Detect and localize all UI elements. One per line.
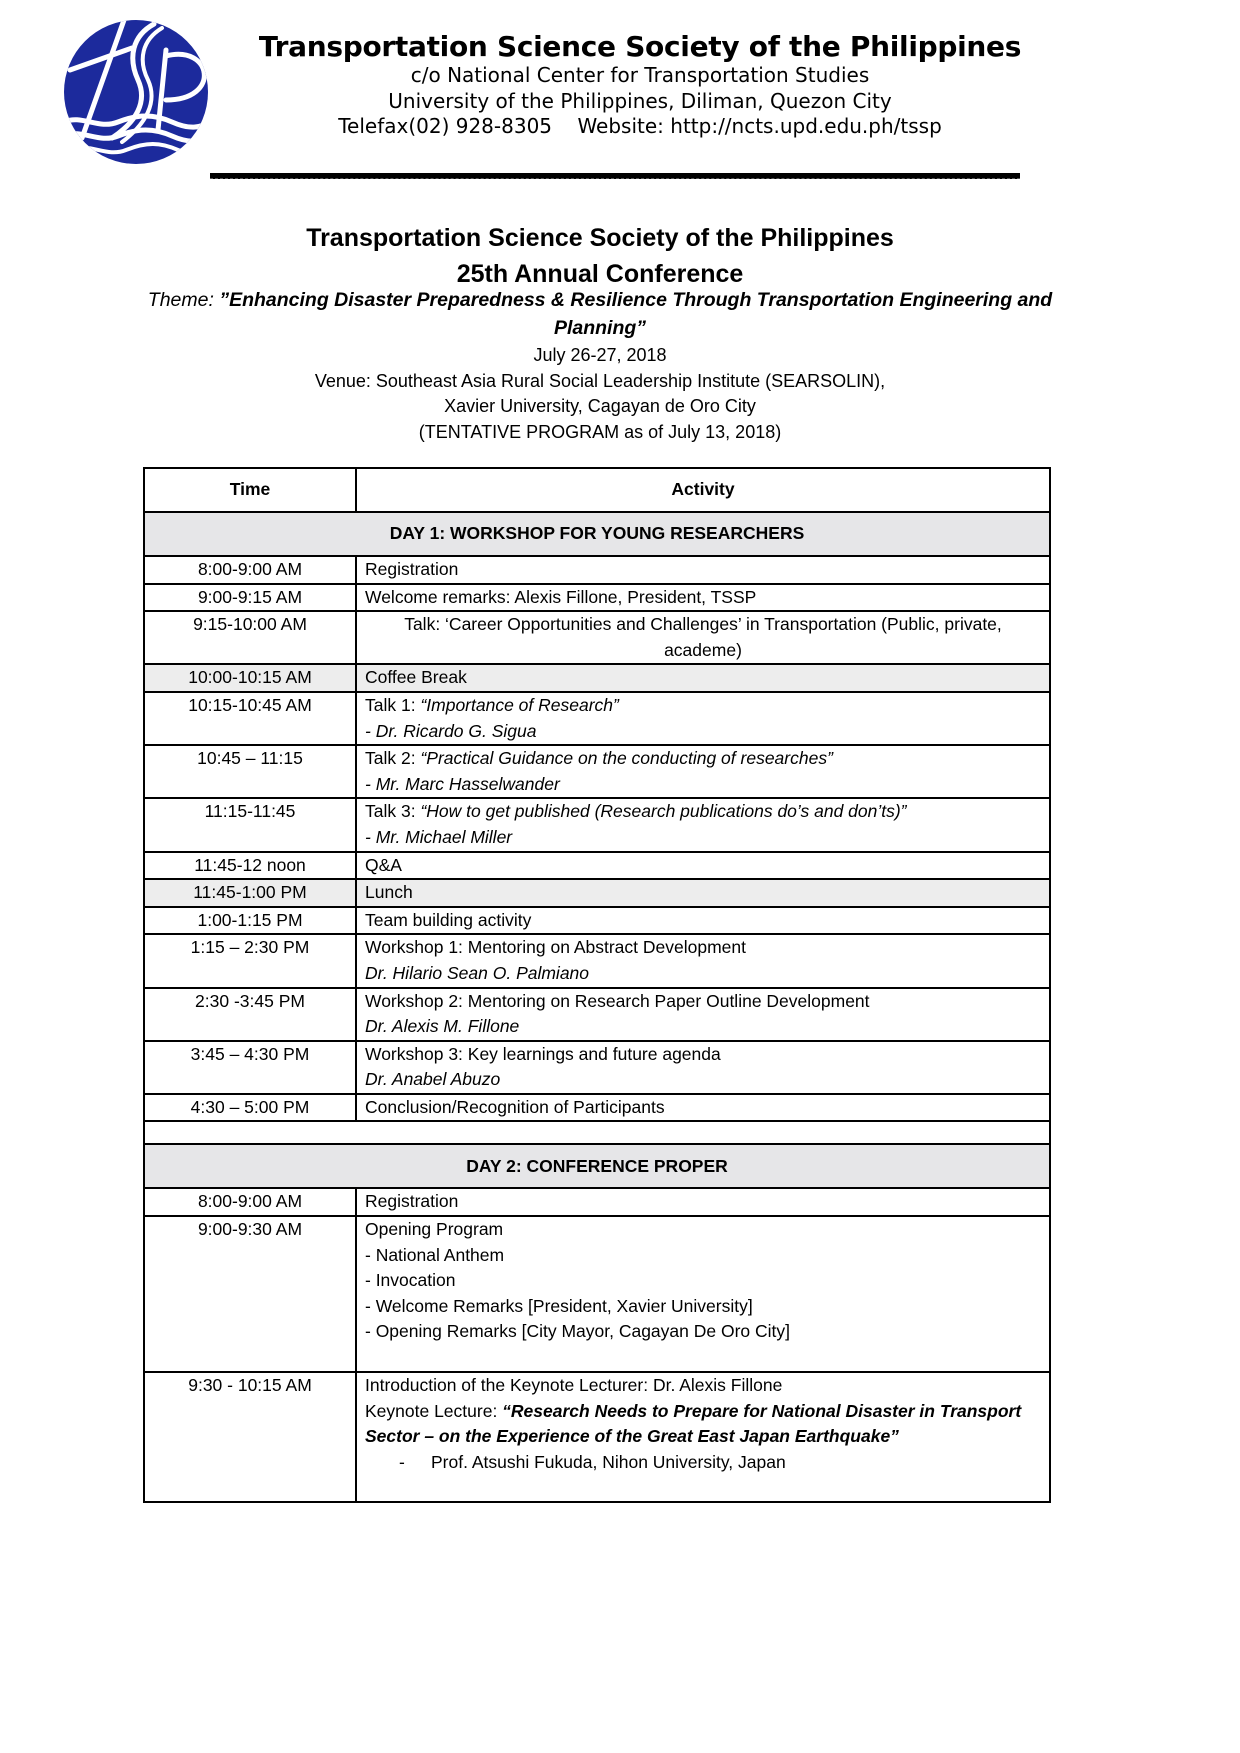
talk-title: “How to get published (Research publications do’s and don’ts)” [420,801,907,822]
talk-prefix: Talk 3: [365,801,421,822]
speaker: Dr. Hilario Sean O. Palmiano [365,962,590,983]
row-activity [356,745,1050,798]
row-time: 3:45 – 4:30 PM [144,1041,356,1094]
table-row [144,1188,1050,1216]
workshop-title: Workshop 3: Key learnings and future agenda [365,1043,721,1064]
program-table [143,467,1051,1503]
row-activity [356,1372,1050,1502]
row-activity: Welcome remarks: Alexis Fillone, President, TSSP [356,584,1050,612]
row-activity: Talk: ‘Career Opportunities and Challenges’ in Transportation (Public, private, academe) [356,611,1050,664]
speaker-dash: - [399,1451,405,1472]
row-time: 8:00-9:00 AM [144,556,356,584]
program-item: - Welcome Remarks [President, Xavier University] [365,1295,753,1316]
table-row [144,745,1050,798]
letterhead-divider [210,173,1020,179]
keynote-prefix: Keynote Lecture: [365,1400,503,1421]
day2-title: DAY 2: CONFERENCE PROPER [144,1144,1050,1188]
workshop-title: Workshop 2: Mentoring on Research Paper Outline Development [365,990,870,1011]
talk-title: “Practical Guidance on the conducting of researches” [420,748,833,769]
talk-title: “Importance of Research” [420,694,619,715]
table-row [144,852,1050,880]
day1-title: DAY 1: WORKSHOP FOR YOUNG RESEARCHERS [144,512,1050,556]
row-activity [356,934,1050,987]
table-row [144,692,1050,745]
letterhead-address-line2: University of the Philippines, Diliman, Quezon City [388,89,892,113]
row-time: 9:15-10:00 AM [144,611,356,664]
title-line1: Transportation Science Society of the Philippines [306,224,894,252]
row-time: 1:00-1:15 PM [144,907,356,935]
keynote-speaker: Prof. Atsushi Fukuda, Nihon University, Japan [431,1451,786,1472]
document-theme [140,286,1060,342]
row-activity: Lunch [356,879,1050,907]
row-time: 9:30 - 10:15 AM [144,1372,356,1502]
opening-program-title: Opening Program [365,1219,504,1240]
table-row [144,1372,1050,1502]
header-time: Time [144,468,356,512]
tssp-logo [62,18,210,166]
keynote-speaker-line [365,1450,1041,1476]
program-item: - Invocation [365,1270,456,1291]
row-activity: Team building activity [356,907,1050,935]
row-activity [356,988,1050,1041]
row-activity: Registration [356,1188,1050,1216]
speaker: Dr. Anabel Abuzo [365,1069,501,1090]
row-activity: Conclusion/Recognition of Participants [356,1094,1050,1122]
theme-text: ”Enhancing Disaster Preparedness & Resilience Through Transportation Engineering and Planning” [219,289,1053,339]
spacer-cell [144,1121,1050,1144]
table-row-lunch [144,879,1050,907]
keynote-intro: Introduction of the Keynote Lecturer: Dr. Alexis Fillone [365,1375,783,1396]
row-activity [356,1041,1050,1094]
program-item: - National Anthem [365,1244,505,1265]
letterhead-contact-line: Telefax(02) 928-8305 Website: http://ncts.upd.edu.ph/tssp [338,114,942,138]
speaker: Dr. Alexis M. Fillone [365,1016,520,1037]
row-time: 9:00-9:15 AM [144,584,356,612]
table-row [144,1094,1050,1122]
keynote-title: “Research Needs to Prepare for National Disaster in Transport Sector – on the Experience of the Great East Japan Earthquake” [365,1400,1022,1447]
program-item: - Opening Remarks [City Mayor, Cagayan De Oro City] [365,1321,791,1342]
speaker: - Dr. Ricardo G. Sigua [365,720,537,741]
row-activity [356,692,1050,745]
table-row [144,556,1050,584]
row-time: 11:45-12 noon [144,852,356,880]
letterhead-address-line1: c/o National Center for Transportation Studies [410,63,870,87]
speaker: - Mr. Michael Miller [365,826,513,847]
row-activity: Registration [356,556,1050,584]
row-time: 11:15-11:45 [144,798,356,851]
row-time: 8:00-9:00 AM [144,1188,356,1216]
row-activity: Q&A [356,852,1050,880]
day2-section-row [144,1144,1050,1188]
title-line2: 25th Annual Conference [456,260,744,288]
letterhead-org-name: Transportation Science Society of the Philippines [258,30,1022,63]
table-row-break [144,664,1050,692]
table-row [144,988,1050,1041]
row-time: 4:30 – 5:00 PM [144,1094,356,1122]
program-status: (TENTATIVE PROGRAM as of July 13, 2018) [418,421,782,442]
row-time: 10:45 – 11:15 [144,745,356,798]
table-row [144,934,1050,987]
conference-dates: July 26-27, 2018 [533,345,667,365]
workshop-title: Workshop 1: Mentoring on Abstract Development [365,937,746,958]
row-time: 2:30 -3:45 PM [144,988,356,1041]
header-activity: Activity [356,468,1050,512]
talk-prefix: Talk 2: [365,748,421,769]
table-row [144,798,1050,851]
venue-line1: Venue: Southeast Asia Rural Social Leadership Institute (SEARSOLIN), [314,370,886,391]
speaker: - Mr. Marc Hasselwander [365,773,560,794]
table-row [144,611,1050,664]
row-activity [356,798,1050,851]
theme-label: Theme: [147,289,220,311]
table-header-row [144,468,1050,512]
spacer-row [144,1121,1050,1144]
row-time: 10:15-10:45 AM [144,692,356,745]
row-activity: Coffee Break [356,664,1050,692]
day1-section-row [144,512,1050,556]
row-time: 11:45-1:00 PM [144,879,356,907]
row-time: 10:00-10:15 AM [144,664,356,692]
row-time: 1:15 – 2:30 PM [144,934,356,987]
row-time: 9:00-9:30 AM [144,1216,356,1372]
row-activity [356,1216,1050,1372]
table-row [144,584,1050,612]
document-title [140,220,1060,292]
talk-prefix: Talk 1: [365,694,421,715]
document-info [140,343,1060,445]
table-row [144,1041,1050,1094]
table-row [144,907,1050,935]
venue-line2: Xavier University, Cagayan de Oro City [444,396,756,416]
table-row [144,1216,1050,1372]
